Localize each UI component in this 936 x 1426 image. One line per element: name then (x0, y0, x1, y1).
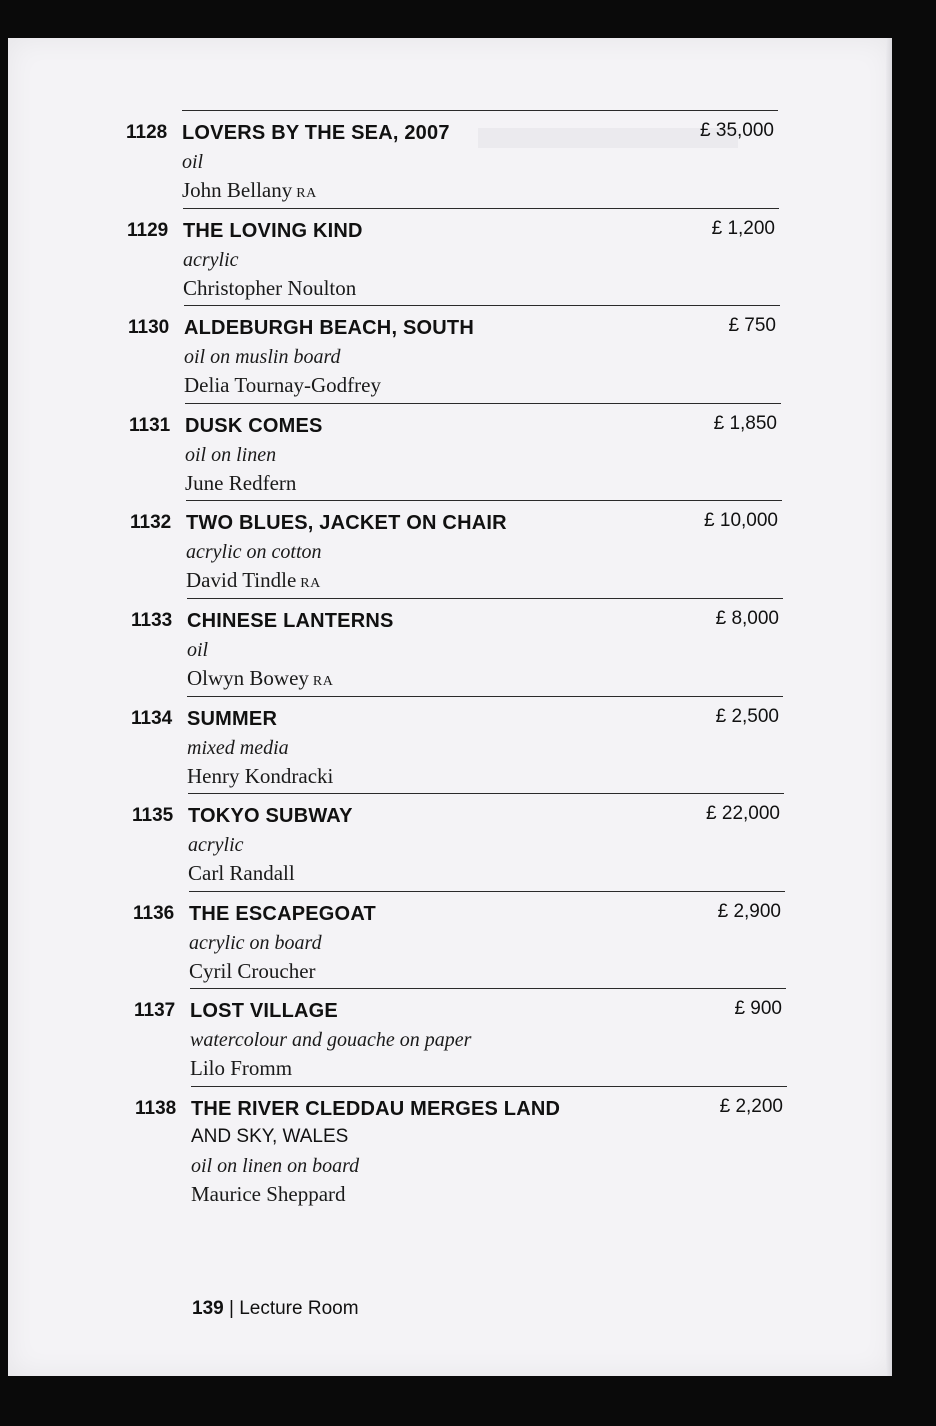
catalogue-entry (8, 208, 892, 306)
entry-rule (185, 403, 781, 404)
artwork-price: £ 8,000 (715, 608, 779, 629)
lot-number: 1129 (127, 220, 169, 241)
artist-name: Henry Kondracki (187, 764, 334, 788)
ra-suffix: RA (296, 186, 317, 201)
entry-rule (184, 305, 780, 306)
artwork-medium: mixed media (187, 737, 289, 759)
ra-suffix: RA (300, 576, 321, 591)
entry-rule (191, 1086, 787, 1087)
artwork-price: £ 22,000 (706, 803, 780, 824)
entry-rule (187, 696, 783, 697)
artwork-price: £ 35,000 (700, 120, 774, 141)
artwork-price: £ 750 (728, 315, 776, 336)
catalogue-entry (8, 1086, 892, 1206)
artwork-medium: acrylic on board (189, 932, 322, 954)
artist-name: David Tindle RA (186, 568, 321, 592)
artwork-medium: acrylic (188, 834, 244, 856)
artwork-price: £ 10,000 (704, 510, 778, 531)
artwork-title: THE ESCAPEGOAT (189, 903, 376, 925)
artist-name: Maurice Sheppard (191, 1182, 346, 1206)
artwork-title: DUSK COMES (185, 415, 323, 437)
artwork-title: CHINESE LANTERNS (187, 610, 394, 632)
artwork-medium: oil on muslin board (184, 346, 341, 368)
artwork-price: £ 1,200 (711, 218, 775, 239)
lot-number: 1136 (133, 903, 175, 924)
ra-suffix: RA (312, 674, 334, 689)
artwork-title: SUMMER (187, 708, 278, 730)
artwork-medium: acrylic (183, 249, 239, 271)
entry-rule (189, 891, 785, 892)
section-name: Lecture Room (239, 1298, 359, 1319)
lot-number: 1135 (132, 805, 174, 826)
entry-rule (187, 598, 783, 599)
artwork-title: TWO BLUES, JACKET ON CHAIR (186, 512, 507, 534)
page-footer (192, 1298, 359, 1320)
artist-name: Lilo Fromm (190, 1056, 293, 1080)
artwork-title: LOST VILLAGE (190, 1000, 338, 1022)
lot-number: 1138 (135, 1098, 177, 1119)
artist-name: Christopher Noulton (183, 276, 357, 300)
artist-name: June Redfern (185, 471, 297, 495)
artwork-medium: acrylic on cotton (186, 541, 322, 563)
artwork-title: TOKYO SUBWAY (188, 805, 353, 827)
lot-number: 1128 (126, 122, 168, 143)
artwork-price: £ 2,200 (719, 1096, 783, 1117)
catalogue-entry (8, 696, 892, 794)
entry-rule (183, 208, 779, 209)
entry-rule (182, 110, 778, 111)
catalogue-entry (8, 988, 892, 1086)
artist-name: Olwyn Bowey RA (187, 666, 334, 690)
artist-name: Cyril Croucher (189, 959, 316, 983)
catalogue-entry (8, 305, 892, 403)
artwork-title: THE LOVING KIND (183, 220, 363, 242)
entry-rule (186, 500, 782, 501)
artwork-medium: watercolour and gouache on paper (190, 1029, 472, 1051)
lot-number: 1130 (128, 317, 170, 338)
lot-number: 1131 (129, 415, 171, 436)
artwork-price: £ 1,850 (713, 413, 777, 434)
artwork-price: £ 900 (734, 998, 782, 1019)
artwork-medium: oil (187, 639, 209, 661)
lot-number: 1134 (131, 708, 173, 729)
artist-name: Delia Tournay-Godfrey (184, 373, 381, 397)
entry-rule (188, 793, 784, 794)
catalogue-entry (8, 403, 892, 501)
artwork-title: ALDEBURGH BEACH, SOUTH (184, 317, 474, 339)
artwork-medium: oil (182, 151, 204, 173)
page-number: 139 (192, 1298, 224, 1319)
catalogue-entry (8, 500, 892, 598)
catalogue-page (8, 38, 892, 1376)
artwork-medium: oil on linen (185, 444, 277, 466)
artist-name: Carl Randall (188, 861, 295, 885)
lot-number: 1133 (131, 610, 173, 631)
artwork-title-line2: AND SKY, WALES (191, 1126, 349, 1147)
catalogue-entry (8, 891, 892, 989)
lot-number: 1132 (130, 512, 172, 533)
catalogue-entry (8, 110, 892, 208)
artwork-price: £ 2,900 (717, 901, 781, 922)
artist-name: John Bellany RA (182, 178, 317, 202)
catalogue-entry (8, 793, 892, 891)
artwork-title: THE RIVER CLEDDAU MERGES LAND (191, 1098, 561, 1120)
entry-rule (190, 988, 786, 989)
artwork-price: £ 2,500 (715, 706, 779, 727)
footer-separator: | (228, 1298, 234, 1319)
artwork-title: LOVERS BY THE SEA, 2007 (182, 122, 450, 144)
catalogue-entry (8, 598, 892, 696)
lot-number: 1137 (134, 1000, 176, 1021)
artwork-medium: oil on linen on board (191, 1155, 360, 1177)
